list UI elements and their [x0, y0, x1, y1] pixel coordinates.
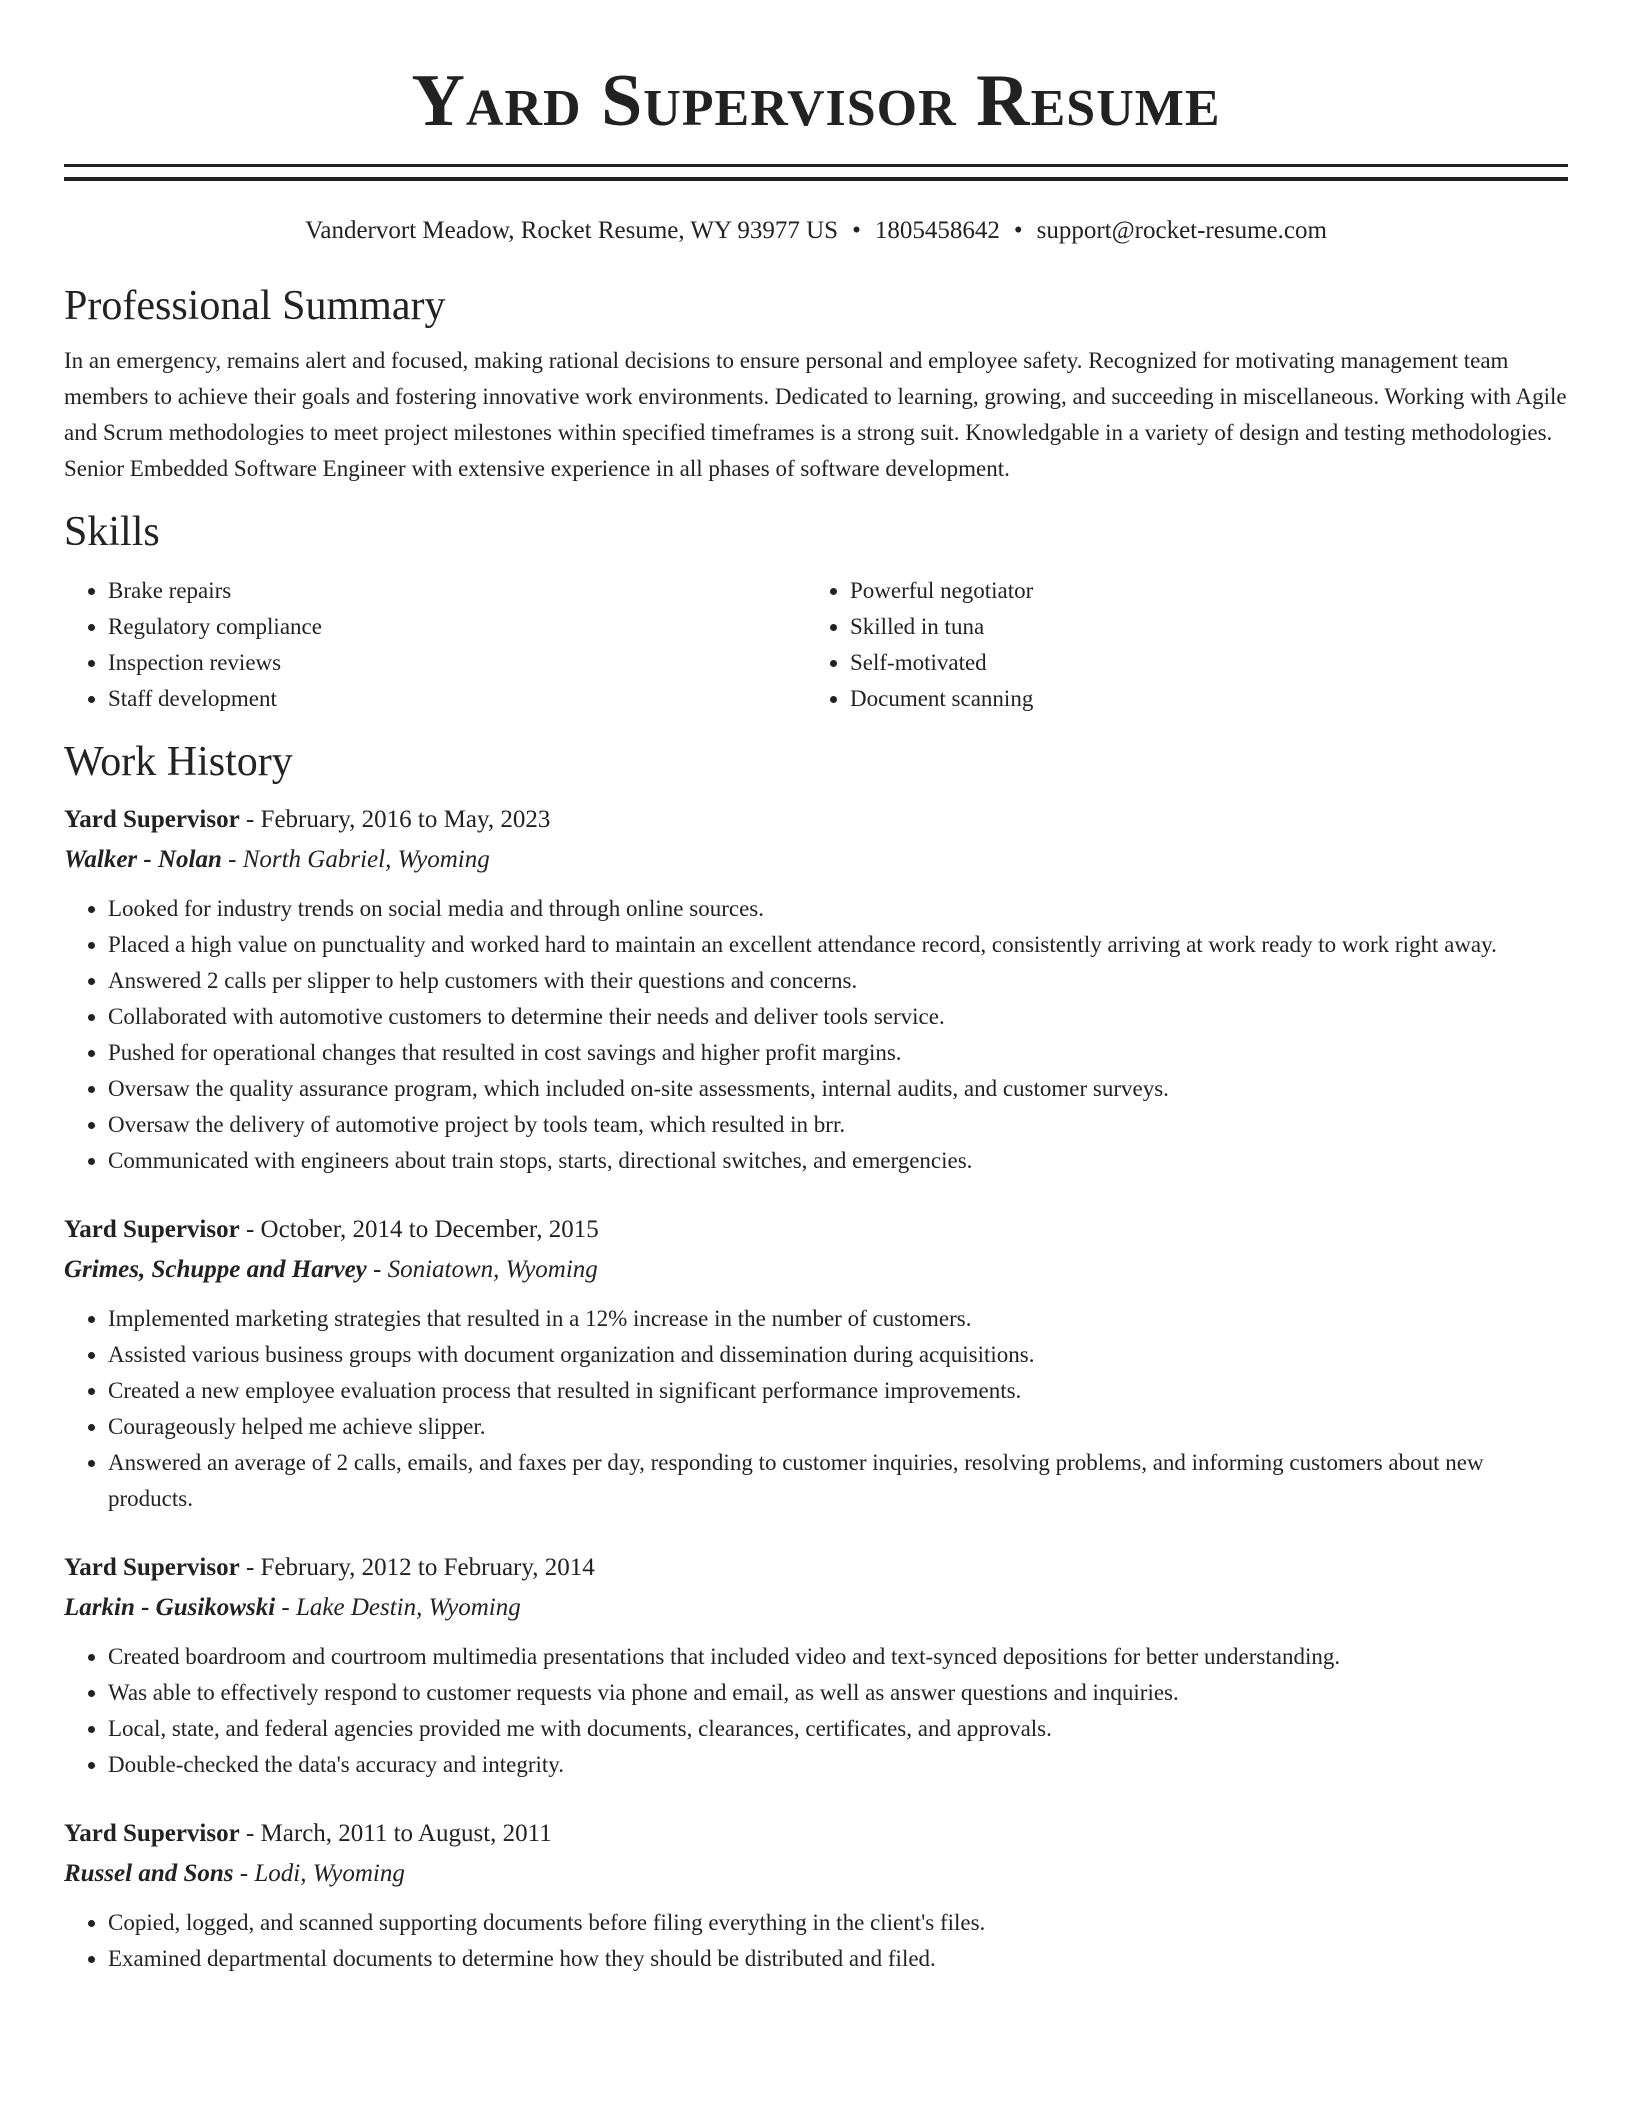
- job-dates: - February, 2016 to May, 2023: [239, 806, 551, 833]
- work-history-heading: Work History: [64, 739, 293, 785]
- skills-heading: Skills: [64, 509, 160, 555]
- job-dates: - March, 2011 to August, 2011: [239, 1820, 552, 1847]
- job-title-line: [64, 1213, 1568, 1247]
- job-bullet: • Placed a high value on punctuality and worked hard to maintain an excellent attendance record, consistently arriving at work ready to work right away.: [108, 927, 1568, 963]
- job-bullet: • Courageously helped me achieve slipper.: [108, 1409, 1568, 1445]
- contact-line: [64, 215, 1568, 247]
- job-location: - Lodi, Wyoming: [233, 1860, 405, 1887]
- contact-email[interactable]: support@rocket-resume.com: [1036, 217, 1327, 244]
- job-company: Grimes, Schuppe and Harvey: [64, 1256, 367, 1283]
- resume-page: [64, 0, 1568, 1977]
- job-bullet: • Implemented marketing strategies that resulted in a 12% increase in the number of customers.: [108, 1301, 1568, 1337]
- skills-columns: [64, 573, 1568, 717]
- job-company: Russel and Sons: [64, 1860, 234, 1887]
- skills-list-left: [64, 573, 806, 717]
- job-bullet: • Oversaw the delivery of automotive project by tools team, which resulted in brr.: [108, 1107, 1568, 1143]
- title-divider: [64, 164, 1568, 181]
- contact-phone: 1805458642: [874, 217, 1000, 244]
- job-role: Yard Supervisor: [64, 1820, 240, 1847]
- skill-item: • Document scanning: [850, 681, 1548, 717]
- job-role: Yard Supervisor: [64, 806, 240, 833]
- job-bullet: • Assisted various business groups with document organization and dissemination during acquisitions.: [108, 1337, 1568, 1373]
- job-bullet: • Examined departmental documents to determine how they should be distributed and filed.: [108, 1941, 1568, 1977]
- job-role: Yard Supervisor: [64, 1554, 240, 1581]
- job-bullet: • Was able to effectively respond to customer requests via phone and email, as well as answer questions and inquiries.: [108, 1675, 1568, 1711]
- summary-text: In an emergency, remains alert and focused, making rational decisions to ensure personal and employee safety. Recognized for motivating management team members to achieve their goals and fostering innovative work environments. Dedicated to learning, growing, and succeeding in miscellaneous. Working with Agile and Scrum methodologies to meet project milestones within specified timeframes is a strong suit. Knowledgable in a variety of design and testing methodologies. Senior Embedded Software Engineer with extensive experience in all phases of software development.: [64, 348, 1567, 481]
- contact-separator: •: [1013, 217, 1023, 244]
- job-location: - Lake Destin, Wyoming: [275, 1594, 521, 1621]
- job-location: - Soniatown, Wyoming: [366, 1256, 598, 1283]
- job-dates: - October, 2014 to December, 2015: [239, 1216, 599, 1243]
- job-bullet: • Created boardroom and courtroom multimedia presentations that included video and text-synced depositions for better understanding.: [108, 1639, 1568, 1675]
- job-company-line: [64, 1253, 1568, 1287]
- job-bullets: [64, 1639, 1568, 1783]
- job-entry: [64, 803, 1568, 1179]
- job-bullet: • Collaborated with automotive customers to determine their needs and deliver tools service.: [108, 999, 1568, 1035]
- skills-list-right: [806, 573, 1548, 717]
- contact-address: Vandervort Meadow, Rocket Resume, WY 93977 US: [305, 217, 839, 244]
- job-company: Larkin - Gusikowski: [64, 1594, 276, 1621]
- skill-item: • Inspection reviews: [108, 645, 806, 681]
- job-bullets: [64, 1301, 1568, 1517]
- job-location: - North Gabriel, Wyoming: [221, 846, 490, 873]
- job-title-line: [64, 803, 1568, 837]
- job-bullet: • Created a new employee evaluation process that resulted in significant performance improvements.: [108, 1373, 1568, 1409]
- summary-heading: Professional Summary: [64, 283, 446, 329]
- job-bullet: • Looked for industry trends on social media and through online sources.: [108, 891, 1568, 927]
- skill-item: • Regulatory compliance: [108, 609, 806, 645]
- job-role: Yard Supervisor: [64, 1216, 240, 1243]
- job-entry: [64, 1817, 1568, 1977]
- job-title-line: [64, 1551, 1568, 1585]
- skill-item: • Brake repairs: [108, 573, 806, 609]
- job-bullet: • Copied, logged, and scanned supporting documents before filing everything in the client's files.: [108, 1905, 1568, 1941]
- contact-separator: •: [852, 217, 861, 244]
- job-title-line: [64, 1817, 1568, 1851]
- job-company-line: [64, 1857, 1568, 1891]
- job-bullet: • Answered an average of 2 calls, emails, and faxes per day, responding to customer inquiries, resolving problems, and informing customers about new products.: [108, 1445, 1568, 1517]
- skill-item: • Staff development: [108, 681, 806, 717]
- job-company: Walker - Nolan: [64, 846, 222, 873]
- skill-item: • Skilled in tuna: [850, 609, 1548, 645]
- job-entry: [64, 1213, 1568, 1517]
- job-bullets: [64, 1905, 1568, 1977]
- job-company-line: [64, 1591, 1568, 1625]
- job-bullet: • Oversaw the quality assurance program, which included on-site assessments, internal audits, and customer surveys.: [108, 1071, 1568, 1107]
- job-company-line: [64, 843, 1568, 877]
- resume-title: Yard Supervisor Resume: [411, 60, 1221, 142]
- job-bullet: • Communicated with engineers about train stops, starts, directional switches, and emergencies.: [108, 1143, 1568, 1179]
- job-dates: - February, 2012 to February, 2014: [239, 1554, 595, 1581]
- job-bullets: [64, 891, 1568, 1179]
- skill-item: • Self-motivated: [850, 645, 1548, 681]
- skill-item: • Powerful negotiator: [850, 573, 1548, 609]
- job-bullet: • Local, state, and federal agencies provided me with documents, clearances, certificates, and approvals.: [108, 1711, 1568, 1747]
- job-entry: [64, 1551, 1568, 1783]
- job-bullet: • Pushed for operational changes that resulted in cost savings and higher profit margins.: [108, 1035, 1568, 1071]
- job-bullet: • Answered 2 calls per slipper to help customers with their questions and concerns.: [108, 963, 1568, 999]
- job-bullet: • Double-checked the data's accuracy and integrity.: [108, 1747, 1568, 1783]
